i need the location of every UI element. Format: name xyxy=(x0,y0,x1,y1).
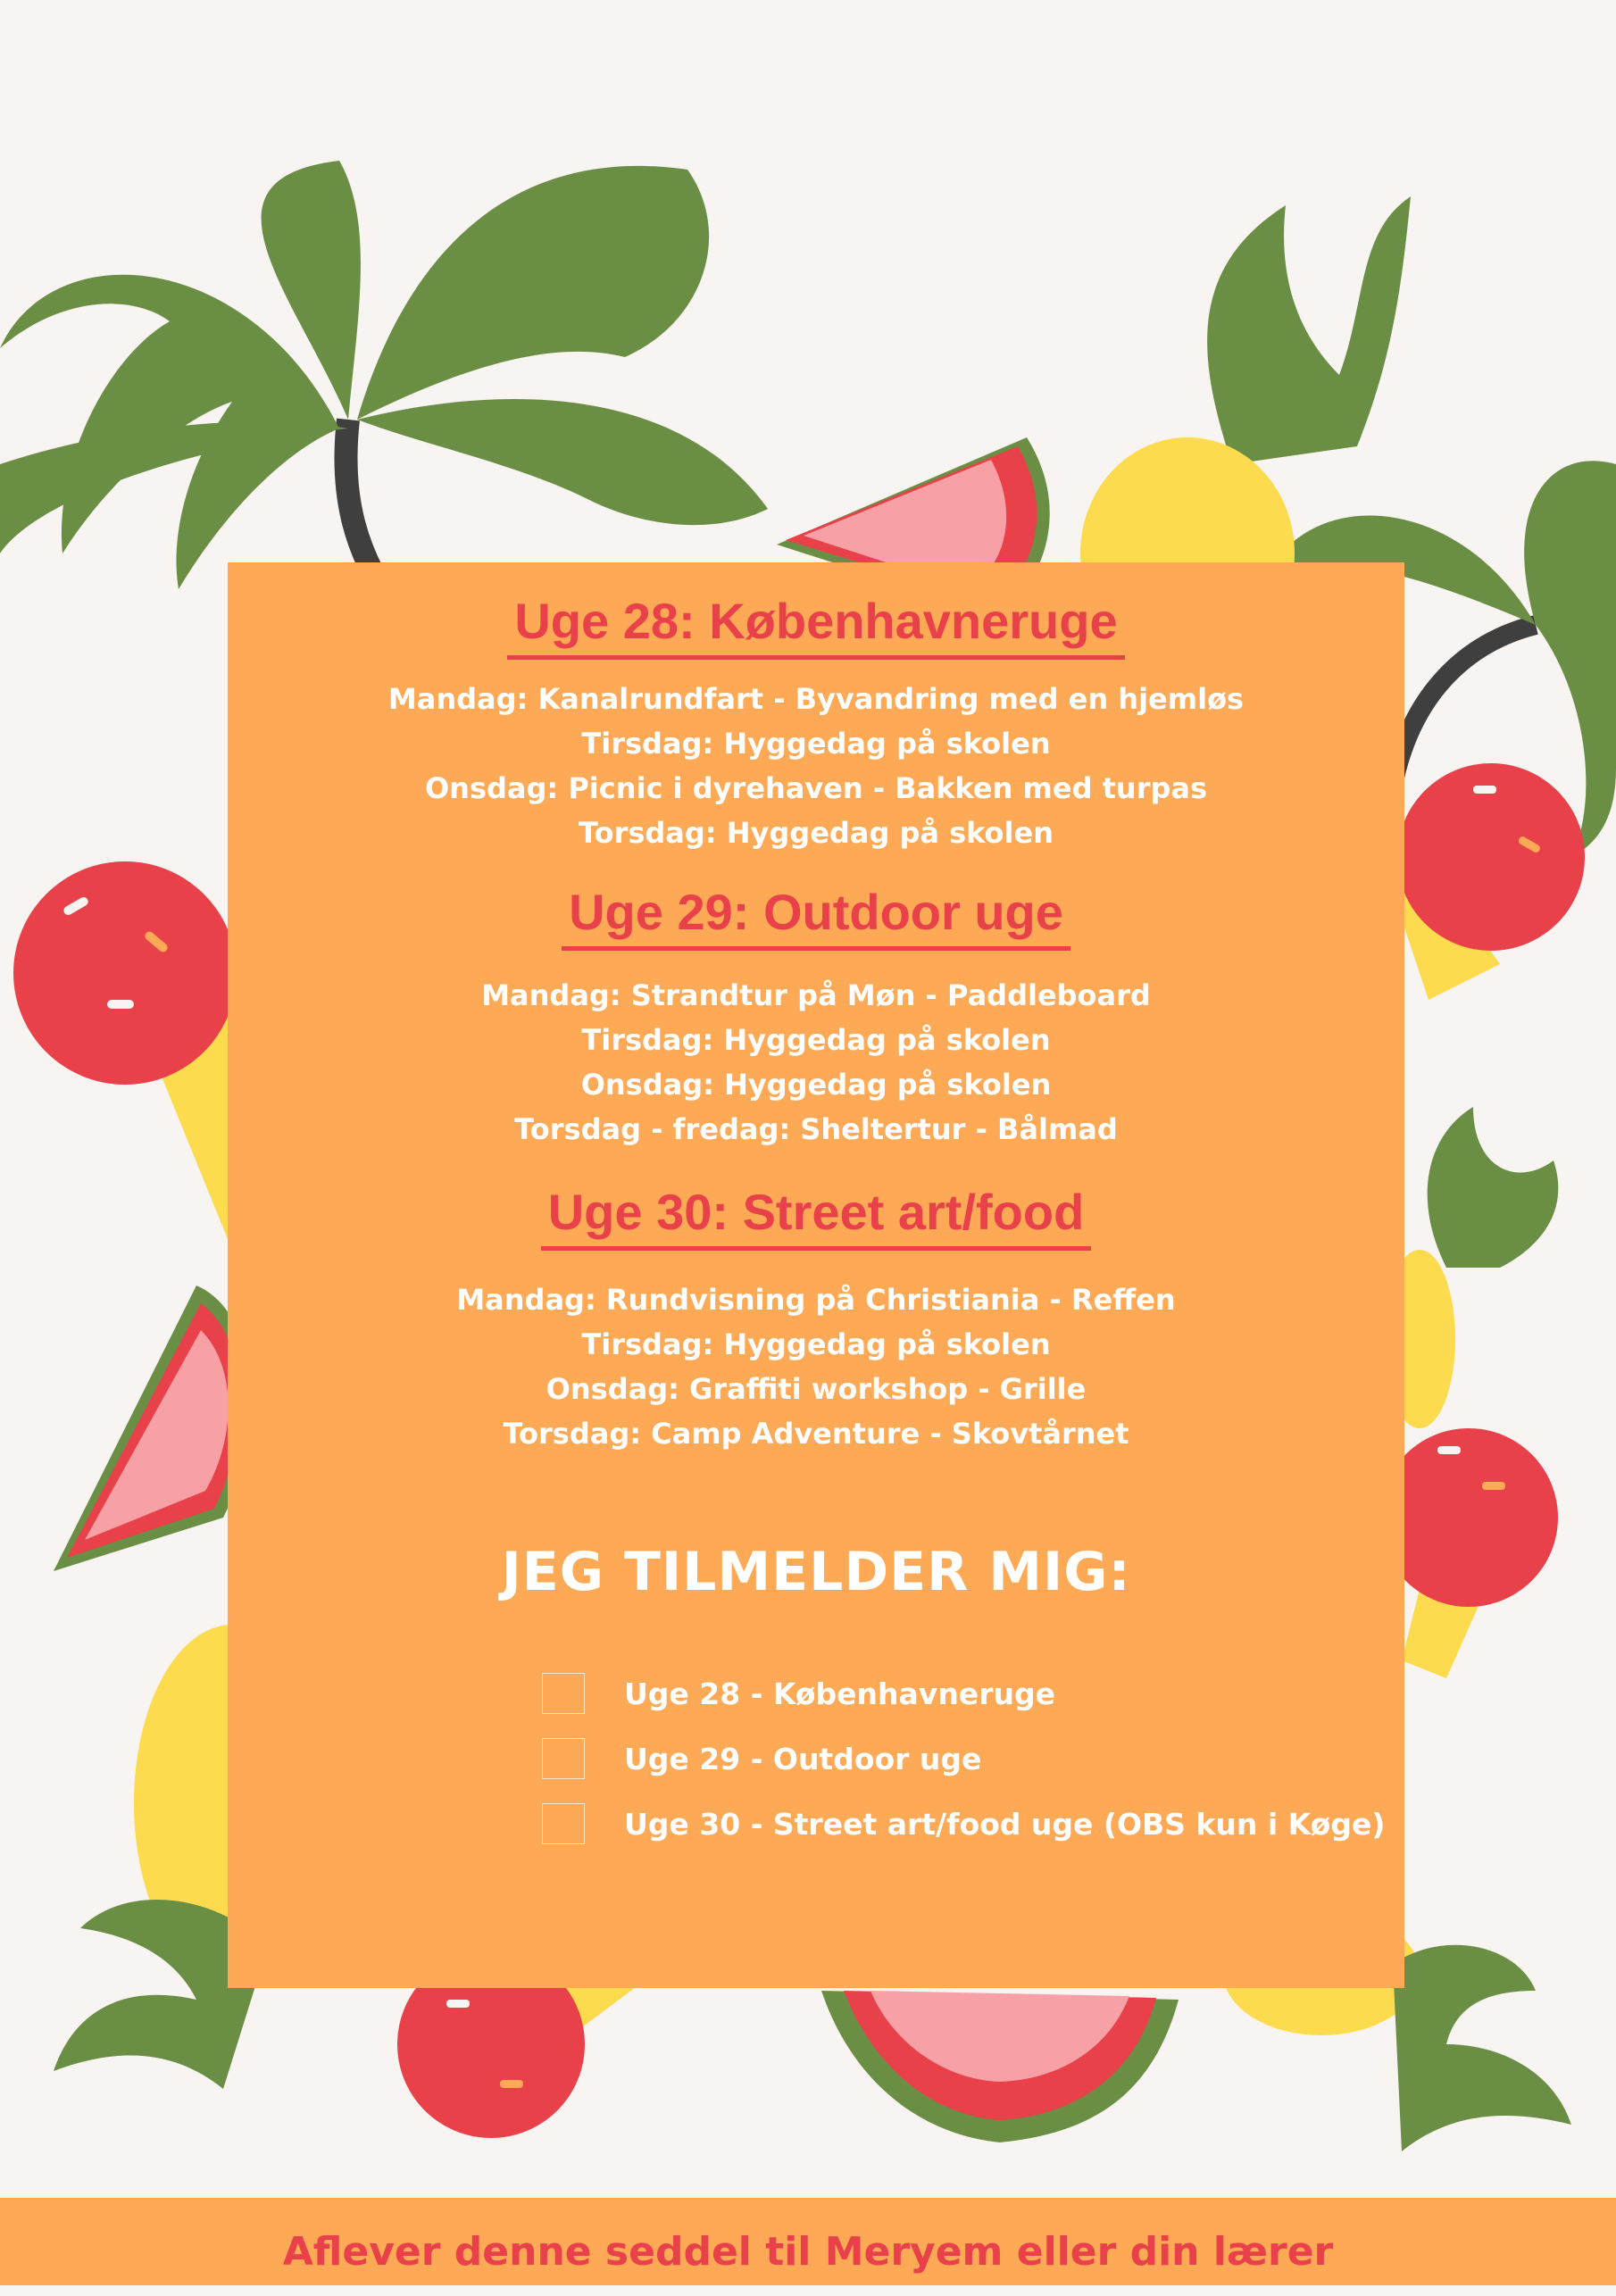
signup-title: JEG TILMELDER MIG: xyxy=(501,1541,1131,1603)
signup-option-week-30[interactable] xyxy=(542,1801,1385,1846)
day-line: Mandag: Rundvisning på Christiania - Reffen xyxy=(456,1283,1176,1317)
day-line: Onsdag: Hyggedag på skolen xyxy=(580,1068,1052,1102)
day-line: Torsdag: Hyggedag på skolen xyxy=(579,816,1054,850)
day-line: Tirsdag: Hyggedag på skolen xyxy=(581,727,1051,761)
popsicle-icon xyxy=(1379,1428,1558,1678)
week-29-checkbox[interactable] xyxy=(542,1738,585,1779)
week-30-days xyxy=(228,1277,1404,1456)
signup-option-week-29[interactable] xyxy=(542,1736,981,1781)
day-line: Torsdag - fredag: Sheltertur - Bålmad xyxy=(514,1112,1118,1146)
week-29-title: Uge 29: Outdoor uge xyxy=(228,887,1404,951)
week-30-checkbox[interactable] xyxy=(542,1803,585,1844)
footer-instruction: Aflever denne seddel til Meryem eller din lærer xyxy=(282,2229,1334,2275)
watermelon-slice-icon xyxy=(821,1991,1179,2142)
week-28-option-label: Uge 28 - Københavneruge xyxy=(624,1676,1055,1711)
popsicle-icon xyxy=(1393,763,1585,1000)
day-line: Onsdag: Graffiti workshop - Grille xyxy=(546,1372,1087,1406)
week-28-days xyxy=(228,677,1404,855)
week-29-days xyxy=(228,973,1404,1152)
watermelon-slice-icon xyxy=(54,1285,251,1571)
content-panel xyxy=(228,562,1404,1988)
day-line: Tirsdag: Hyggedag på skolen xyxy=(581,1327,1051,1361)
day-line: Onsdag: Picnic i dyrehaven - Bakken med turpas xyxy=(424,771,1208,805)
pineapple-icon xyxy=(1384,1107,1558,1428)
palm-tree-icon xyxy=(0,161,768,607)
day-line: Mandag: Strandtur på Møn - Paddleboard xyxy=(481,978,1151,1012)
week-29-option-label: Uge 29 - Outdoor uge xyxy=(624,1741,982,1776)
week-30-option-label: Uge 30 - Street art/food uge (OBS kun i Køge) xyxy=(624,1806,1386,1842)
week-28-title: Uge 28: Københavneruge xyxy=(228,596,1404,660)
signup-option-week-28[interactable] xyxy=(542,1671,1055,1716)
footer-bar xyxy=(0,2198,1616,2285)
week-28-checkbox[interactable] xyxy=(542,1673,585,1714)
day-line: Tirsdag: Hyggedag på skolen xyxy=(581,1023,1051,1057)
day-line: Mandag: Kanalrundfart - Byvandring med en hjemløs xyxy=(387,682,1245,716)
week-30-title: Uge 30: Street art/food xyxy=(228,1187,1404,1251)
day-line: Torsdag: Camp Adventure - Skovtårnet xyxy=(503,1417,1129,1451)
